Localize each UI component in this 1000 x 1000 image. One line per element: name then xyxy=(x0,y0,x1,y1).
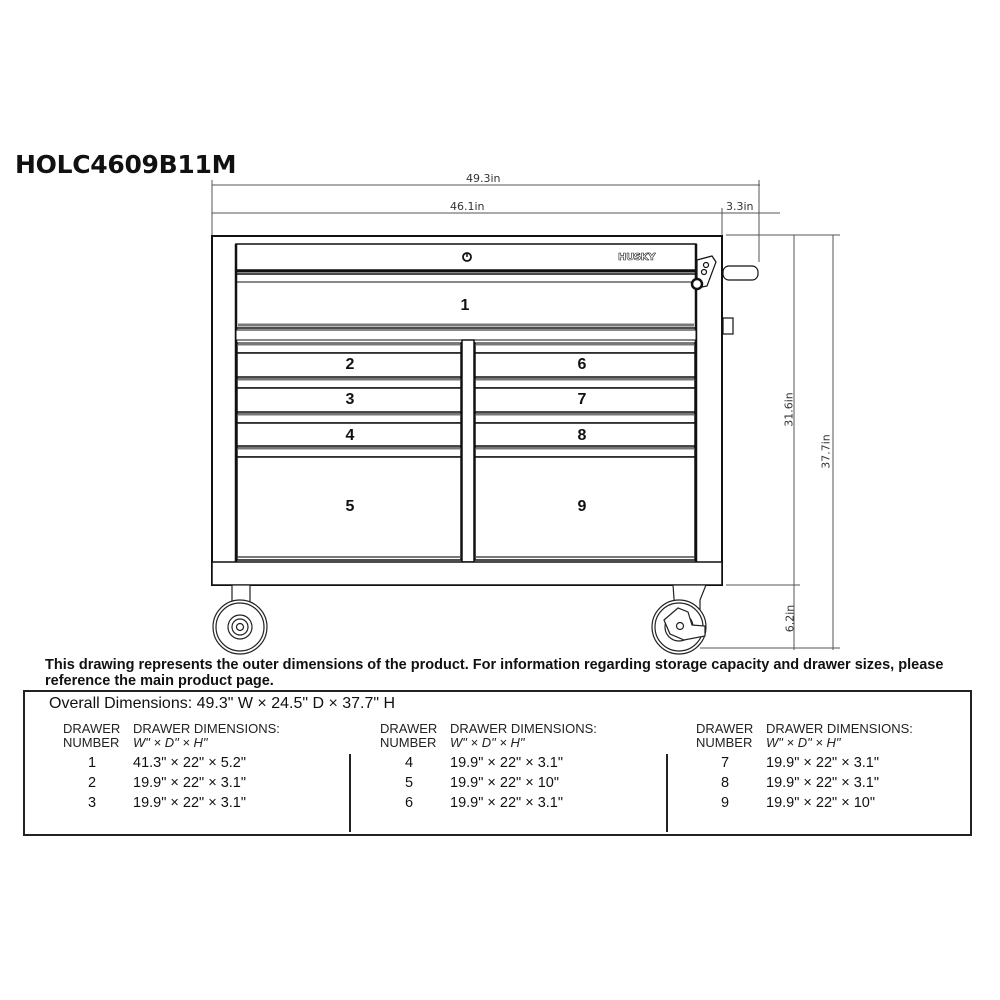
drawer-dims: 19.9" × 22" × 3.1" xyxy=(450,795,563,811)
drawer-label-7: 7 xyxy=(577,391,587,408)
drawer-label-1: 1 xyxy=(460,297,470,314)
spec-column-2 xyxy=(380,722,680,813)
header-number: NUMBER xyxy=(63,735,120,750)
model-number-title: HOLC4609B11M xyxy=(15,150,237,179)
spec-row xyxy=(696,753,996,773)
drawer-number: 7 xyxy=(720,755,730,771)
spec-row xyxy=(380,793,680,813)
spec-row xyxy=(63,753,363,773)
left-caster xyxy=(213,585,267,654)
drawer-label-8: 8 xyxy=(577,427,587,444)
drawer-dims: 19.9" × 22" × 3.1" xyxy=(766,755,879,771)
body-height-label: 31.6in xyxy=(782,392,796,427)
header-drawer: DRAWER xyxy=(63,721,121,736)
drawer-dims: 19.9" × 22" × 3.1" xyxy=(133,795,246,811)
spec-row xyxy=(380,773,680,793)
header-dims: DRAWER DIMENSIONS: xyxy=(133,721,280,736)
spec-row xyxy=(696,793,996,813)
header-units: W" × D" × H" xyxy=(133,735,208,750)
header-drawer: DRAWER xyxy=(696,721,754,736)
drawer-number: 1 xyxy=(87,755,97,771)
right-caster xyxy=(652,585,706,654)
drawer-number: 8 xyxy=(720,775,730,791)
column-divider xyxy=(349,754,351,832)
drawer-number: 2 xyxy=(87,775,97,791)
spec-row xyxy=(63,793,363,813)
drawer-dims: 19.9" × 22" × 3.1" xyxy=(450,755,563,771)
left-drawer-stack xyxy=(237,343,461,560)
drawer-label-2: 2 xyxy=(345,356,355,373)
drawer-number: 9 xyxy=(720,795,730,811)
drawer-dims: 19.9" × 22" × 3.1" xyxy=(766,775,879,791)
header-dims: DRAWER DIMENSIONS: xyxy=(450,721,597,736)
spec-row xyxy=(380,753,680,773)
handle-depth-label: 3.3in xyxy=(726,200,754,213)
overall-height-label: 37.7in xyxy=(819,434,833,469)
spec-column-3 xyxy=(696,722,996,813)
drawer-label-5: 5 xyxy=(345,498,355,515)
drawer-dims: 41.3" × 22" × 5.2" xyxy=(133,755,246,771)
side-handle xyxy=(723,266,758,334)
overall-dimensions: Overall Dimensions: 49.3" W × 24.5" D × 37.7" H xyxy=(49,695,396,712)
caster-height-label: 6.2in xyxy=(783,604,797,633)
header-units: W" × D" × H" xyxy=(766,735,841,750)
body-width-label: 46.1in xyxy=(450,200,485,213)
overall-width-label: 49.3in xyxy=(466,172,501,185)
spec-row xyxy=(696,773,996,793)
drawer-dims: 19.9" × 22" × 10" xyxy=(766,795,875,811)
drawer-label-6: 6 xyxy=(577,356,587,373)
header-dims: DRAWER DIMENSIONS: xyxy=(766,721,913,736)
drawer-number: 6 xyxy=(404,795,414,811)
drawer-number: 5 xyxy=(404,775,414,791)
header-number: NUMBER xyxy=(380,735,437,750)
drawer-number: 4 xyxy=(404,755,414,771)
header-drawer: DRAWER xyxy=(380,721,438,736)
drawer-label-3: 3 xyxy=(345,391,355,408)
spec-row xyxy=(63,773,363,793)
drawer-dims: 19.9" × 22" × 10" xyxy=(450,775,559,791)
specifications-box xyxy=(23,690,972,836)
drawer-dims: 19.9" × 22" × 3.1" xyxy=(133,775,246,791)
drawer-label-4: 4 xyxy=(345,427,355,444)
right-drawer-stack xyxy=(475,343,695,560)
husky-logo: HUSKY xyxy=(618,252,656,263)
disclaimer-note: This drawing represents the outer dimensions of the product. For information regarding storage capacity and drawer sizes, please reference the main product page. xyxy=(45,657,944,689)
column-divider xyxy=(666,754,668,832)
header-number: NUMBER xyxy=(696,735,753,750)
drawer-label-9: 9 xyxy=(577,498,587,515)
drawer-number: 3 xyxy=(87,795,97,811)
spec-column-1 xyxy=(63,722,363,813)
header-units: W" × D" × H" xyxy=(450,735,525,750)
